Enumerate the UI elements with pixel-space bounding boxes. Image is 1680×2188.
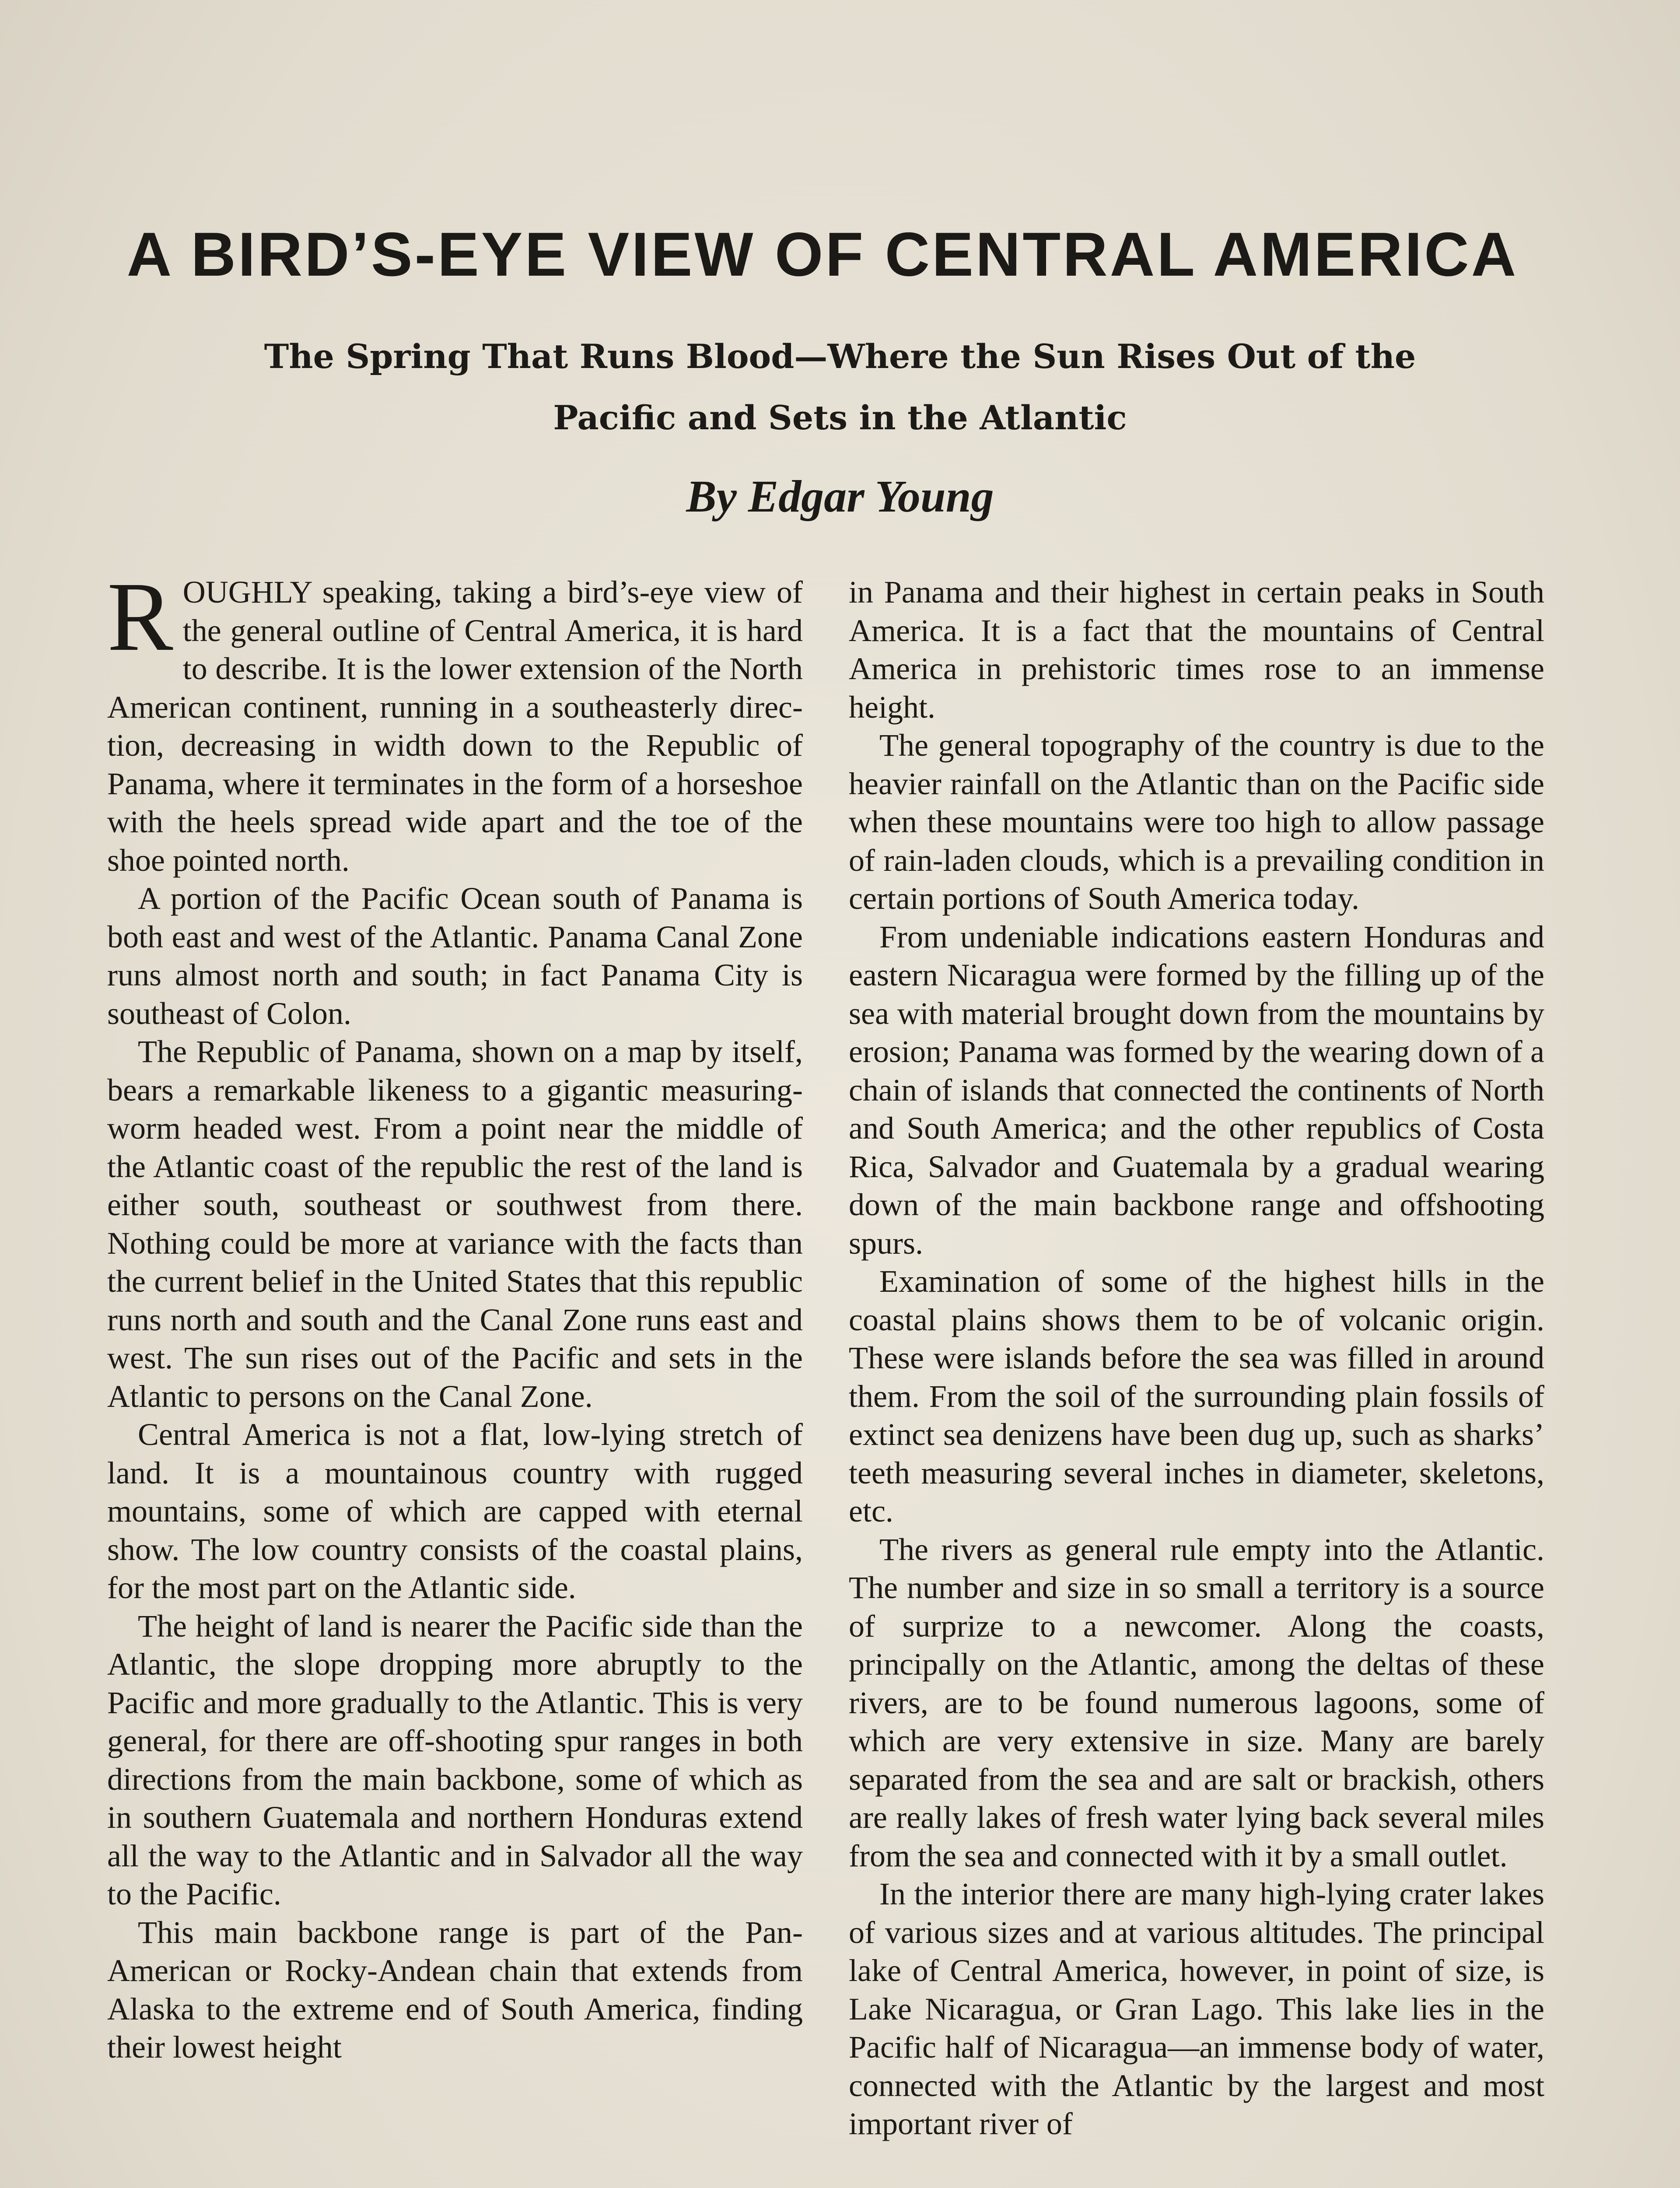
drop-cap: R [107, 562, 173, 671]
paragraph: The general topography of the country is due to the heavier rainfall on the Atlantic than on the Pacific side when these mountains were too high to allow passage of rain-laden clouds, which is a prevailing condition in certain portions of South America today. [849, 728, 1544, 916]
author-byline: By Edgar Young [686, 471, 994, 522]
right-column [849, 573, 1544, 2143]
paragraph: A portion of the Pacific Ocean south of Panama is both east and west of the Atlantic. Panama Canal Zone runs almost north and south; in fact Panama City is southeast of Colon. [107, 881, 803, 1031]
paragraph: in Panama and their highest in certain peaks in South America. It is a fact that the mountains of Central America in prehistoric times rose to an immense height. [849, 575, 1544, 725]
paragraph: The height of land is nearer the Pacific side than the Atlantic, the slope dropping more abruptly to the Pacific and more gradually to the Atlantic. This is very general, for there are off-shooting spur ranges in both directions from the main backbone, some of which as in southern Guatemala and northern Honduras extend all the way to the Atlantic and in Salvador all the way to the Pacific. [107, 1608, 803, 1911]
paragraph: Central America is not a flat, low-lying stretch of land. It is a mountainous country with rugged mountains, some of which are capped with eternal show. The low country consists of the coastal plains, for the most part on the Atlantic side. [107, 1417, 803, 1605]
paragraph: In the interior there are many high-lying crater lakes of various sizes and at various altitudes. The principal lake of Central America, however, in point of size, is Lake Nicaragua, or Gran Lago. This lake lies in the Pacific half of Nicaragua—an immense body of water, connected with the Atlantic by the largest and most important river of [849, 1876, 1544, 2141]
subtitle-line-2: Pacific and Sets in the Atlantic [553, 398, 1127, 437]
article-subtitle [166, 326, 1514, 449]
subtitle-line-1: The Spring That Runs Blood—Where the Sun Rises Out of the [264, 337, 1416, 376]
paragraph: The rivers as general rule empty into the Atlantic. The number and size in so small a territory is a source of surprize to a newcomer. Along the coasts, principally on the Atlantic, among the deltas of these rivers, are to be found numerous lagoons, some of which are very extensive in size. Many are barely separated from the sea and are salt or brackish, others are really lakes of fresh water lying back several miles from the sea and connected with it by a small outlet. [849, 1532, 1544, 1873]
paragraph-text: OUGHLY speaking, taking a bird’s-eye view of the general outline of Central America, it is hard to describe. It is the lower extension of the North American continent, running in a southeasterly direction, decreasing in width down to the Republic of Panama, where it terminates in the form of a horseshoe with the heels spread wide apart and the toe of the shoe pointed north. [107, 575, 803, 878]
left-column [107, 562, 803, 2067]
paragraph: The Republic of Panama, shown on a map by itself, bears a remarkable likeness to a gigantic measuring-worm headed west. From a point near the middle of the Atlantic coast of the republic the rest of the land is either south, southeast or southwest from there. Nothing could be more at variance with the facts than the current belief in the United States that this republic runs north and south and the Canal Zone runs east and west. The sun rises out of the Pacific and sets in the Atlantic to persons on the Canal Zone. [107, 1034, 803, 1414]
paragraph: This main backbone range is part of the Pan-American or Rocky-Andean chain that extends from Alaska to the extreme end of South America, finding their lowest height [107, 1914, 803, 2065]
paragraph: Examination of some of the highest hills in the coastal plains shows them to be of volcanic origin. These were islands before the sea was filled in around them. From the soil of the surrounding plain fossils of extinct sea denizens have been dug up, such as sharks’ teeth measuring several inches in diameter, skeletons, etc. [849, 1264, 1544, 1529]
article-title: A BIRD’S-EYE VIEW OF CENTRAL AMERICA [126, 220, 1519, 289]
paragraph [107, 562, 803, 880]
paragraph: From undeniable indications eastern Honduras and eastern Nicaragua were formed by the filling up of the sea with material brought down from the mountains by erosion; Panama was formed by the wearing down of a chain of islands that connected the continents of North and South America; and the other republics of Costa Rica, Salvador and Guatemala by a gradual wearing down of the main backbone range and offshooting spurs. [849, 919, 1544, 1261]
